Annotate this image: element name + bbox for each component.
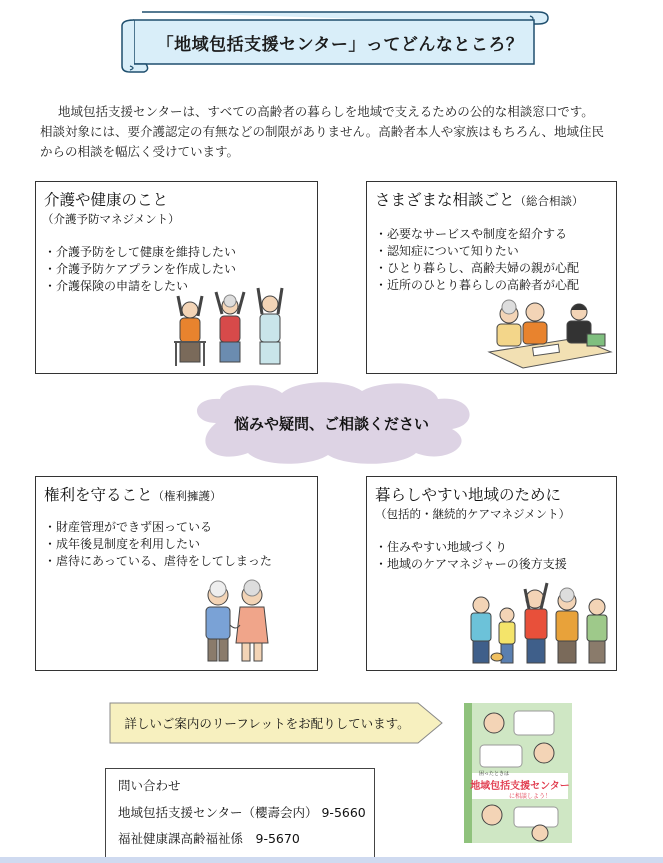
- box-community-subtitle: （包括的・継続的ケアマネジメント）: [375, 507, 571, 521]
- contact-center-phone: 地域包括支援センター（櫻壽会内） 9-5660: [118, 805, 366, 820]
- box-care-subtitle: （介護予防マネジメント）: [42, 212, 180, 226]
- cloud-message: 悩みや疑問、ご相談ください: [233, 414, 429, 433]
- list-item: ・介護予防をして健康を維持したい: [44, 245, 237, 259]
- list-item: ・ひとり暮らし、高齢夫婦の親が心配: [375, 261, 580, 275]
- box-community-title: 暮らしやすい地域のために: [375, 486, 562, 504]
- leaflet-title: 地域包括支援センター: [470, 781, 570, 792]
- list-item: ・成年後見制度を利用したい: [44, 537, 201, 551]
- box-care: [35, 181, 318, 374]
- intro-line-3: からの相談を幅広く受けています。: [40, 144, 240, 159]
- elderly-couple-illustration: [196, 577, 276, 665]
- list-item: ・介護保険の申請をしたい: [44, 279, 189, 293]
- leaflet-small-text: 困ったときは: [478, 771, 510, 777]
- list-item: ・地域のケアマネジャーの後方支援: [375, 557, 567, 571]
- leaflet-notice: 詳しいご案内のリーフレットをお配りしています。: [124, 716, 410, 731]
- leaflet-subtitle: に相談しよう！: [508, 794, 552, 800]
- box-community: [366, 476, 617, 671]
- contact-box: [105, 768, 375, 858]
- list-item: ・認知症について知りたい: [375, 244, 519, 258]
- box-consult-title: さまざまな相談ごと（総合相談）: [375, 191, 584, 209]
- box-care-title: 介護や健康のこと: [44, 191, 169, 209]
- list-item: ・必要なサービスや制度を紹介する: [375, 227, 568, 241]
- list-item: ・住みやすい地域づくり: [375, 540, 508, 554]
- box-consult: [366, 181, 617, 374]
- intro-line-1: 地域包括支援センターは、すべての高齢者の暮らしを地域で支えるための公的な相談窓口です。: [58, 104, 594, 119]
- box-rights-title: 権利を守ること（権利擁護）: [44, 486, 222, 504]
- list-item: ・財産管理ができず困っている: [44, 520, 213, 534]
- community-group-illustration: [467, 581, 615, 665]
- consultation-illustration: [487, 294, 613, 370]
- list-item: ・虐待にあっている、虐待をしてしまった: [44, 554, 272, 568]
- list-item: ・介護予防ケアプランを作成したい: [44, 262, 237, 276]
- list-item: ・近所のひとり暮らしの高齢者が心配: [375, 278, 580, 292]
- box-rights-list: [44, 519, 272, 570]
- box-community-list: [375, 539, 567, 573]
- exercising-seniors-illustration: [168, 286, 313, 370]
- page-title: 「地域包括支援センター」ってどんなところ？: [156, 34, 524, 55]
- contact-heading: 問い合わせ: [118, 778, 181, 793]
- box-rights: [35, 476, 318, 671]
- bottom-divider: [0, 857, 663, 863]
- leaflet-thumbnail: [464, 703, 572, 843]
- intro-line-2: 相談対象には、要介護認定の有無などの制限がありません。高齢者本人や家族はもちろん、地域住民: [40, 124, 605, 139]
- box-consult-list: [375, 226, 579, 294]
- contact-welfare-phone: 福祉健康課高齢福祉係 9-5670: [118, 831, 300, 846]
